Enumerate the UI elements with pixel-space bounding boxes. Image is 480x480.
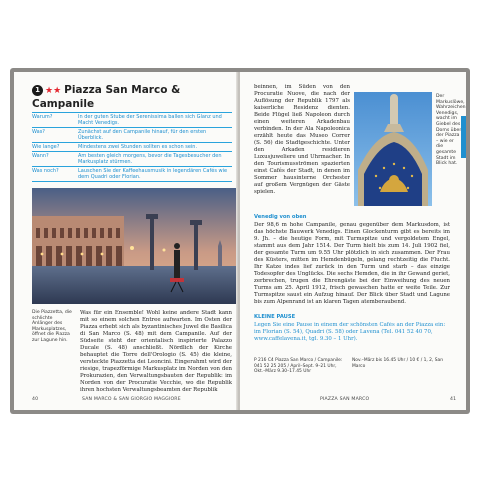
section-tab-marker	[461, 116, 466, 158]
page-number: 40	[32, 397, 39, 402]
facts-row: Wie lange? Mindestens zwei Stunden sollten es schon sein.	[32, 143, 232, 152]
facts-row: Was? Zunächst auf den Campanile hinauf, für den ersten Überblick.	[32, 128, 232, 143]
body-text-top: beinnen, im Süden von den Procuratie Nuove, die nach der Auflösung der Republik 1797 als kaiserliche Residenz dienten. Beide Flügel ließ Napoleon durch einen weiteren Arkadenbau verbinden. In der Ala Napoleonica erzählt heute das Museo Correr (S. 56) die Stadtgeschichte. Unter den Arkaden residieren Luxusjuweliere und Uhrmacher. In den Tourismusströmen spazierten einst Cafés der Stadt, in denen im Sommer hausinterne Orchester auf großem Vergnügen der Gäste spielen.	[254, 84, 350, 195]
page-number: 41	[450, 397, 457, 402]
running-title: SAN MARCO & SAN GIORGIO MAGGIORE	[82, 397, 181, 402]
facts-table	[32, 112, 232, 182]
rating-stars: ★★	[45, 86, 62, 96]
body-text: Was für ein Ensemble! Wohl keine andere Stadt kann mit so einem solchen Entree aufwarten. Im Osten der Piazza erhebt sich als byzantinisches Juwel die Basilica di San Marco (S. 48) mit dem Campanile. Auf der Südseite steht der orientalisch inspirierte Palazzo Ducale (S. 48) anschließt. Nördlich der Kirche behauptet die Torre dell'Orologio (S. 45) die kleine, versteckte Piazzetta dei Leoncini. Eingerahmt wird der riesige, trapezförmige Markusplatz im Norden von den Prokurazien, den Verwaltungsbauten der Republik: im Norden von der Procuratie Vecchie, wo die Republik ihren hochsten Verwaltungsbeamten der Republik	[80, 310, 232, 392]
title-line-1: Piazza San Marco &	[64, 84, 181, 96]
visitor-info-right: Nov.–März bis 16.45 Uhr / 10 € / 1, 2, San Marco	[352, 358, 444, 369]
visitor-info-left: P 216 C4 Piazza San Marco / Campanile: 041 52 25 205 / April–Sept. 9–21 Uhr, Okt.–März 9.30–17.45 Uhr	[254, 358, 343, 375]
section-heading-pause: KLEINE PAUSE	[254, 314, 296, 320]
left-page	[14, 72, 238, 410]
title-line-2: Campanile	[32, 98, 95, 110]
page-title	[32, 84, 232, 111]
body-text-campanile: Der 98,6 m hohe Campanile, genau gegenüber dem Markusdom, ist das höchste Bauwerk Venedigs. Einen Glockenturm gibt es bereits im 9. Jh. – die heutige Form, mit Turmspitze und vergoldetem Engel, stammt aus dem Jahr 1514. Der Turm hielt bis zum 14. Juli 1902 fiel, der gesamte Turm um 9.55 Uhr plötzlich in sich zusammen. Der Frau des Küsters, mitten im Hemdenbügeln, gelang rechtzeitig die Flucht. Ihr Katze indes lief zurück in den Turm und starb – das einzige Todesopfer des Unglücks. Die sechs Hemden, die in ihr Gewand geriet, zerbrechen, trugen die Ehrengäste bei der Einweihung des neuen Turms am 25. April 1912, frisch gewaschen hatte er weite Teile. Zur Turmspitze saust ein Aufzug hinauf. Der Blick über Stadt und Lagune bis zum Alpenrand ist an klaren Tagen atemberaubend.	[254, 222, 450, 305]
lion-statue-photo	[354, 92, 432, 206]
running-title: PIAZZA SAN MARCO	[320, 397, 370, 402]
right-page	[240, 72, 466, 410]
facts-row: Warum? In der guten Stube der Serenissima ballen sich Glanz und Macht Venedigs.	[32, 113, 232, 128]
photo-caption: Die Piazzetta, die schlichte Anlänger des Markusplatzes, öffnet die Piazza zur Lagune hin.	[32, 310, 72, 343]
photo-caption: Der Markuslöwe, Wahrzeichen Venedigs, wacht im Giebel des Doms über der Piazza – wie er die gesamte Stadt im Blick hat.	[436, 94, 466, 167]
section-heading-view: Venedig von oben	[254, 214, 307, 220]
facts-row: Wann? Am besten gleich morgens, bevor die Tagesbesucher den Markusplatz stürmen.	[32, 152, 232, 167]
pause-tip-text: Legen Sie eine Pause in einem der schönsten Cafés an der Piazza ein: im Florian (S. 54), Quadri (S. 58) oder Lavena (Tel. 041 52 40 70, www.caffelavena.it, tgl. 9.30 – 1 Uhr).	[254, 322, 446, 342]
piazzetta-photo	[32, 188, 236, 304]
facts-row: Was noch? Lauschen Sie der Kaffeehausmusik in legendären Cafés wie dem Quadri oder Florian.	[32, 167, 232, 182]
number-badge: 1	[32, 85, 43, 96]
